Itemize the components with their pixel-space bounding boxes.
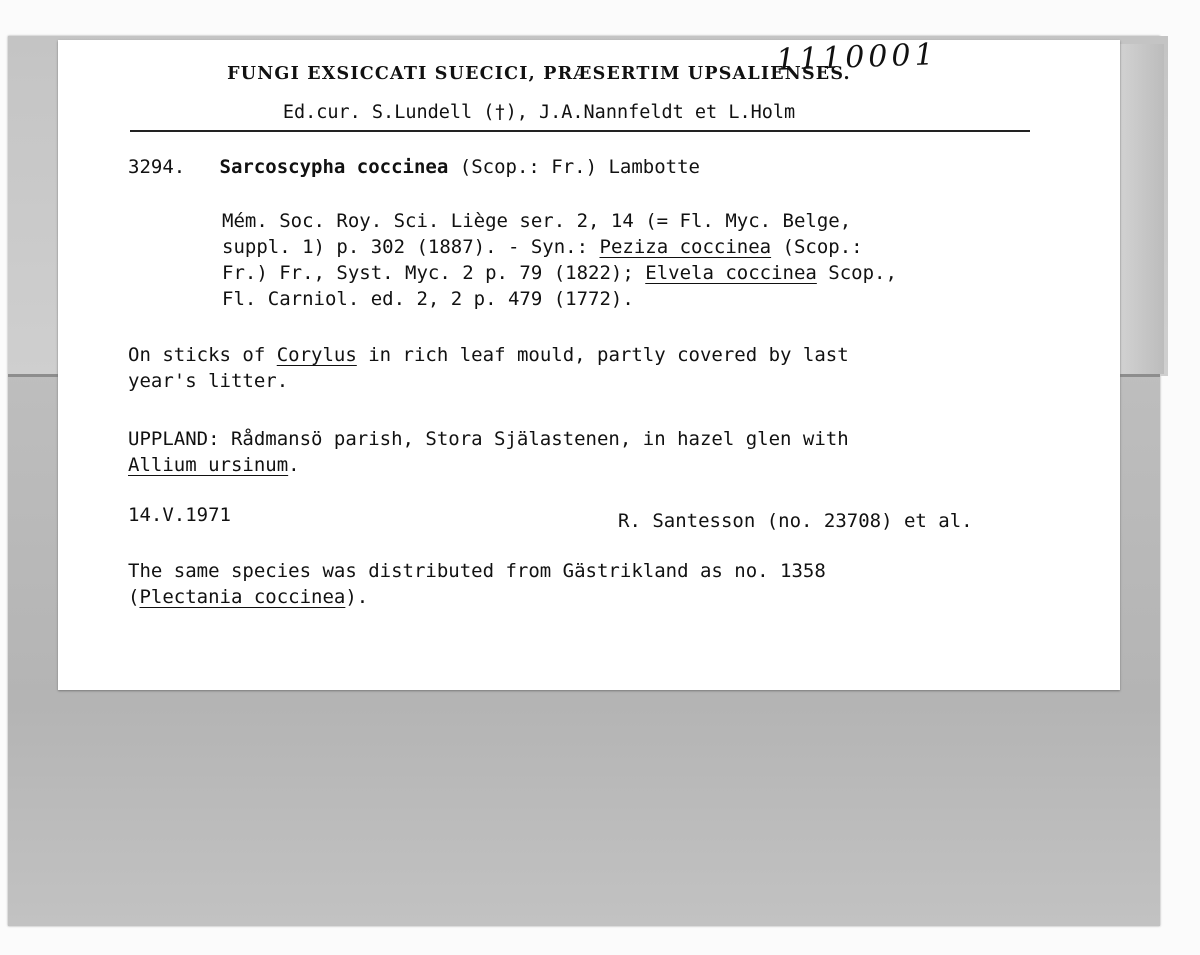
synonym-elvela: Elvela coccinea — [645, 262, 817, 284]
habitat-text: On sticks of — [128, 344, 277, 366]
label-editors: Ed.cur. S.Lundell (†), J.A.Nannfeldt et L.Holm — [282, 102, 796, 123]
locality-line-2 — [128, 452, 300, 478]
host-genus: Corylus — [276, 344, 357, 366]
citation-line-2 — [222, 234, 863, 260]
citation-text: Scop., — [816, 262, 897, 284]
note-line-1: The same species was distributed from Gästrikland as no. 1358 — [128, 560, 826, 582]
habitat-text: in rich leaf mould, partly covered by last — [356, 344, 849, 366]
citation-line-1: Mém. Soc. Roy. Sci. Liège ser. 2, 14 (= Fl. Myc. Belge, — [222, 210, 852, 232]
associated-species: Allium ursinum — [128, 454, 289, 476]
title-rule — [130, 130, 1030, 132]
habitat-line-2: year's litter. — [128, 370, 289, 392]
collector: R. Santesson (no. 23708) et al. — [618, 510, 973, 532]
note-species: Plectania coccinea — [139, 586, 346, 608]
species-author: (Scop.: Fr.) Lambotte — [448, 156, 700, 178]
synonym-peziza: Peziza coccinea — [599, 236, 772, 258]
citation-text: Fr.) Fr., Syst. Myc. 2 p. 79 (1822); — [222, 262, 646, 284]
note-text: ). — [345, 586, 369, 608]
species-name: Sarcoscypha coccinea — [219, 156, 449, 178]
locality-line-1: UPPLAND: Rådmansö parish, Stora Själastenen, in hazel glen with — [128, 428, 849, 450]
note-text: ( — [128, 586, 140, 608]
citation-line-3 — [222, 260, 897, 286]
citation-text: suppl. 1) p. 302 (1887). - Syn.: — [222, 236, 600, 258]
citation-line-4: Fl. Carniol. ed. 2, 2 p. 479 (1772). — [222, 288, 634, 310]
habitat-line-1 — [128, 342, 849, 368]
handwritten-accession-number: 1110001 — [775, 37, 939, 78]
citation-text: (Scop.: — [771, 236, 863, 258]
exsiccata-label — [58, 37, 1120, 690]
locality-text: . — [288, 454, 300, 476]
collection-date: 14.V.1971 — [128, 504, 231, 526]
exsiccata-number: 3294. — [128, 156, 186, 178]
note-line-2 — [128, 584, 368, 610]
label-title: FUNGI EXSICCATI SUECICI, PRÆSERTIM UPSALIENSES. — [227, 64, 851, 84]
species-line — [128, 154, 700, 180]
